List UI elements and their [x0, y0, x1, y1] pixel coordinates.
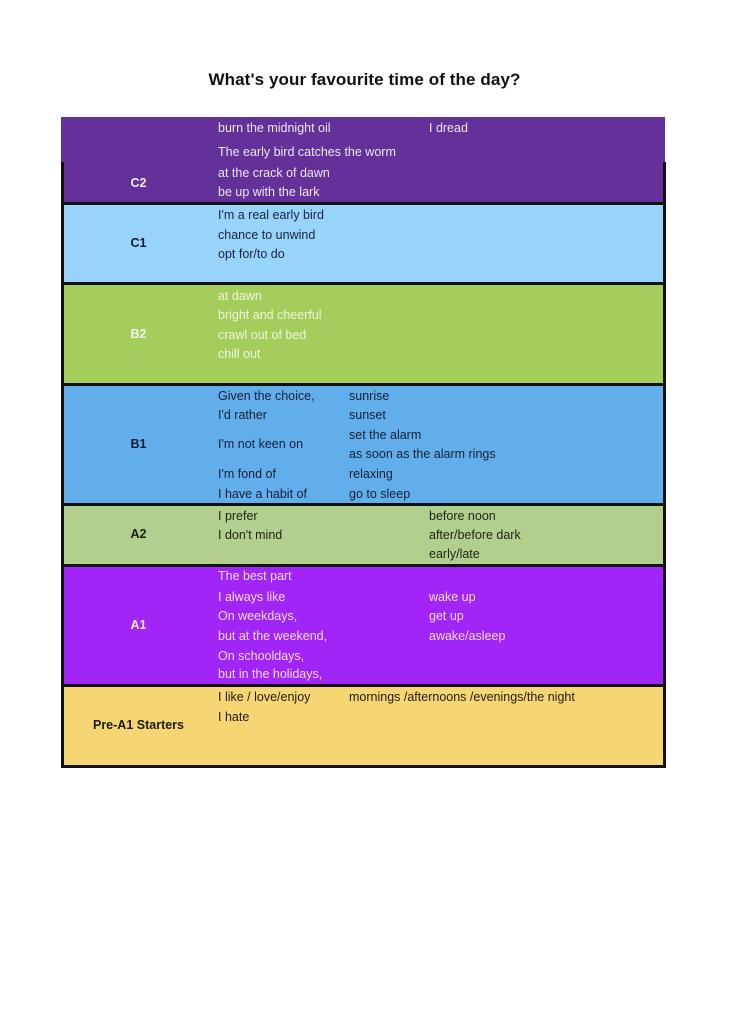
b1-phrase: Given the choice, — [218, 389, 315, 403]
a1-phrase: On schooldays, — [218, 649, 305, 663]
a1-phrase: The best part — [218, 569, 292, 583]
border-bottom — [61, 765, 666, 768]
c2-phrase: burn the midnight oil — [218, 121, 331, 135]
b1-word: go to sleep — [349, 487, 411, 501]
divider-c1-b2 — [61, 282, 666, 285]
a1-word: get up — [429, 609, 464, 623]
c2-phrase: The early bird catches the worm — [218, 145, 396, 159]
b1-phrase: I have a habit of — [218, 487, 307, 501]
c2-phrase: at the crack of dawn — [218, 166, 330, 180]
b2-phrase: chill out — [218, 347, 261, 361]
a1-phrase: but in the holidays, — [218, 667, 323, 681]
divider-b2-b1 — [61, 383, 666, 386]
b1-word: as soon as the alarm rings — [349, 447, 496, 461]
page-title: What's your favourite time of the day? — [208, 70, 521, 89]
level-label-a2: A2 — [130, 527, 147, 541]
b1-word: set the alarm — [349, 428, 422, 442]
b1-phrase: I'd rather — [218, 408, 267, 422]
b1-phrase: I'm fond of — [218, 467, 276, 481]
c1-phrase: chance to unwind — [218, 228, 316, 242]
a2-phrase: I don't mind — [218, 528, 283, 542]
level-label-b2: B2 — [130, 327, 147, 341]
divider-a1-prea1 — [61, 684, 666, 687]
b1-phrase: I'm not keen on — [218, 437, 304, 451]
b1-word: relaxing — [349, 467, 393, 481]
a1-word: awake/asleep — [429, 629, 506, 643]
prea1-phrase: I like / love/enjoy — [218, 690, 311, 704]
band-c2 — [61, 117, 665, 204]
level-label-c2: C2 — [130, 176, 147, 190]
level-label-a1: A1 — [130, 618, 147, 632]
a1-phrase: On weekdays, — [218, 609, 298, 623]
b2-phrase: crawl out of bed — [218, 328, 307, 342]
divider-c2-c1 — [61, 202, 666, 205]
a2-phrase: I prefer — [218, 509, 258, 523]
c2-phrase: be up with the lark — [218, 185, 320, 199]
c1-phrase: opt for/to do — [218, 247, 285, 261]
b1-word: sunset — [349, 408, 386, 422]
a2-word: before noon — [429, 509, 496, 523]
prea1-word: mornings /afternoons /evenings/the night — [349, 690, 575, 704]
a1-phrase: but at the weekend, — [218, 629, 328, 643]
level-label-pre-a1: Pre-A1 Starters — [92, 718, 184, 732]
a1-word: wake up — [429, 590, 476, 604]
b2-phrase: bright and cheerful — [218, 308, 322, 322]
divider-a2-a1 — [61, 564, 666, 567]
b2-phrase: at dawn — [218, 289, 262, 303]
a2-word: after/before dark — [429, 528, 521, 542]
b1-word: sunrise — [349, 389, 390, 403]
a2-word: early/late — [429, 547, 480, 561]
c1-phrase: I'm a real early bird — [218, 208, 324, 222]
border-left — [61, 162, 64, 768]
prea1-phrase: I hate — [218, 710, 250, 724]
c2-phrase: I dread — [429, 121, 468, 135]
level-label-c1: C1 — [130, 236, 147, 250]
divider-b1-a2 — [61, 503, 666, 506]
a1-phrase: I always like — [218, 590, 286, 604]
level-label-b1: B1 — [130, 437, 147, 451]
border-right — [663, 162, 666, 768]
